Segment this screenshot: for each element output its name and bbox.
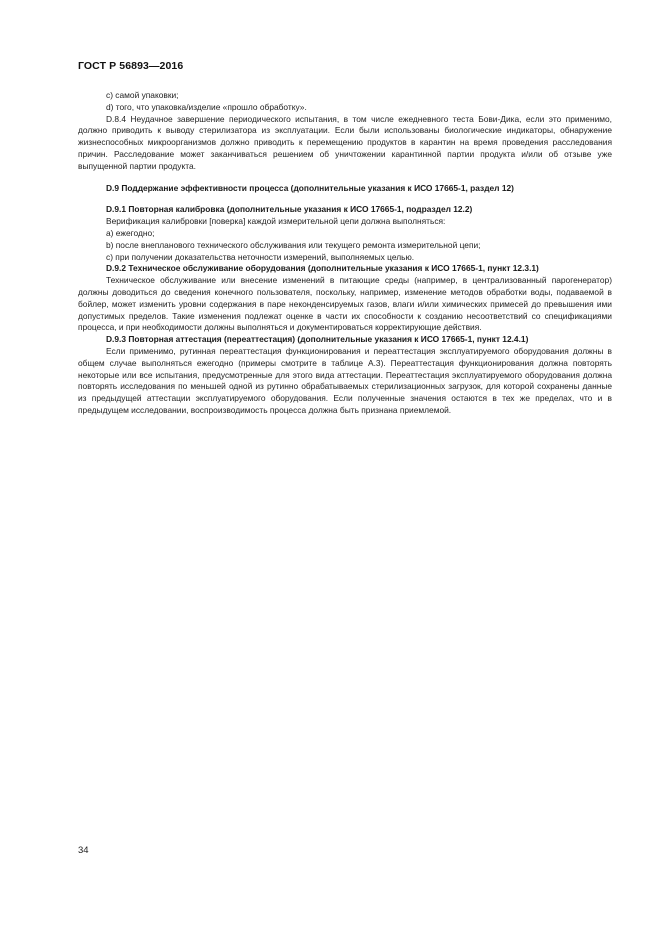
document-body — [78, 90, 612, 417]
list-item-d: d) того, что упаковка/изделие «прошло обработку». — [106, 101, 307, 112]
page-number: 34 — [78, 845, 89, 856]
subsection-title-d93: D.9.3 Повторная аттестация (переаттестация) (дополнительные указания к ИСО 17665-1, пункт 12.4.1) — [106, 334, 529, 345]
list-item-d91-c: c) при получении доказательства неточности измерений, выполняемых целью. — [106, 251, 415, 262]
list-item-d91-a: a) ежегодно; — [106, 227, 155, 238]
paragraph-d84: D.8.4 Неудачное завершение периодического испытания, в том числе ежедневного теста Бови-Дика, если это применимо, должно приводить к выводу стерилизатора из эксплуатации. Если были использованы биологические индикаторы, обнаружение жизнеспособных микроорганизмов должно приводить к перемещению продуктов в карантин на время проведения расследования причин. Расследование может заканчиваться решением об уничтожении карантинной партии продукта и/или об отзыве уже выпущенной партии продукта. — [78, 113, 612, 171]
paragraph-d93: Если применимо, рутинная переаттестация функционирования и переаттестация эксплуатируемого оборудования должны в общем случае выполняться ежегодно (примеры смотрите в таблице А.3). Переаттестация функционирования должна повторять некоторые или все испытания, предусмотренные для этого вида аттестации. Переаттестация эксплуатируемого оборудования должна повторять исследования по меньшей одной из рутинно обрабатываемых стерилизационных загрузок, для которой сохранены данные из предыдущей аттестации эксплуатируемого оборудования. Если полученные значения остаются в тех же пределах, что и в предыдущем исследовании, воспроизводимость процесса должна быть признана приемлемой. — [78, 345, 612, 415]
paragraph-d91: Верификация калибровки [поверка] каждой измерительной цепи должна выполняться: — [106, 216, 446, 227]
document-id-header: ГОСТ Р 56893—2016 — [78, 60, 184, 72]
paragraph-d92: Техническое обслуживание или внесение изменений в питающие среды (например, в централизованный парогенератор) должны доводиться до сведения конечного пользователя, поскольку, например, изменение методов обработки воды, подаваемой в бойлер, может изменить уровни содержания в паре неконденсируемых газов, влаги и/или химических примесей до превышения ими допустимых пределов. Такие изменения подлежат оценке в части их способности к созданию несоответствий со спецификациями процесса, и при необходимости должны выполняться и документироваться корректирующие действия. — [78, 275, 612, 333]
subsection-title-d92: D.9.2 Техническое обслуживание оборудования (дополнительные указания к ИСО 17665-1, пункт 12.3.1) — [106, 263, 539, 274]
list-item-c: c) самой упаковки; — [106, 90, 179, 100]
section-title-d9: D.9 Поддержание эффективности процесса (дополнительные указания к ИСО 17665-1, раздел 12) — [106, 182, 514, 193]
list-item-d91-b: b) после внепланового технического обслуживания или текущего ремонта измерительной цепи; — [106, 239, 481, 250]
subsection-title-d91: D.9.1 Повторная калибровка (дополнительные указания к ИСО 17665-1, подраздел 12.2) — [106, 204, 473, 215]
